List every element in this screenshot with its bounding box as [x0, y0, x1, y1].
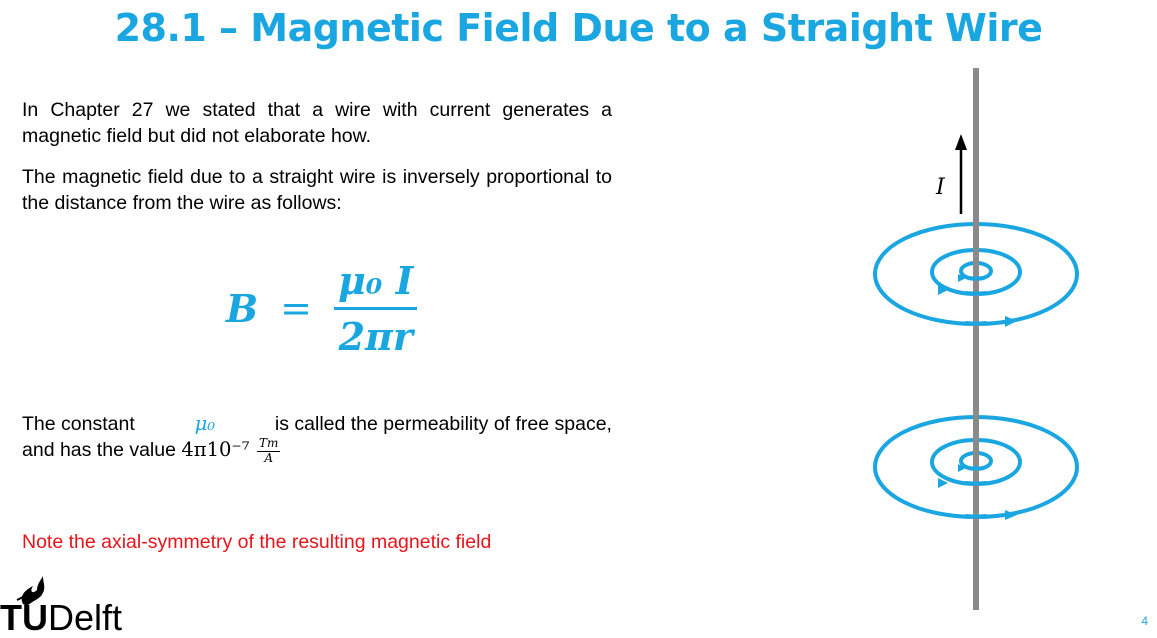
- permeability-unit: [257, 437, 280, 465]
- paragraph-field-description: The magnetic field due to a straight wire is inversely proportional to the distance from the wire as follows:: [22, 166, 612, 214]
- permeability-value: 4π10⁻⁷: [181, 438, 250, 462]
- permeability-text-1: The constant: [22, 413, 135, 435]
- formula-denominator: 2πr: [338, 313, 413, 359]
- current-label: I: [936, 175, 945, 200]
- logo-tu: TU: [0, 597, 48, 638]
- formula-magnetic-field: [226, 250, 417, 366]
- tudelft-logo: [0, 597, 123, 638]
- slide-title: 28.1 – Magnetic Field Due to a Straight Wire: [114, 6, 1043, 50]
- unit-numerator: Tm: [258, 436, 279, 450]
- permeability-text-3: and has the value: [22, 439, 176, 462]
- permeability-line-1: [22, 411, 612, 437]
- axial-symmetry-note: Note the axial-symmetry of the resulting magnetic field: [22, 531, 492, 553]
- formula-equals: =: [280, 286, 312, 330]
- formula-lhs: B: [226, 285, 259, 331]
- wire-field-figure: [860, 64, 1090, 614]
- formula-fraction: [334, 258, 417, 359]
- current-arrowhead: [955, 134, 967, 150]
- permeability-line-2: [22, 437, 612, 465]
- straight-wire: [973, 68, 979, 610]
- logo-delft: Delft: [48, 597, 123, 638]
- formula-numerator: μ₀ I: [334, 258, 417, 310]
- page-number: 4: [1141, 614, 1148, 628]
- mu-zero-symbol: μ₀: [194, 412, 216, 435]
- permeability-text-2: is called the permeability of free space,: [274, 413, 612, 435]
- paragraph-permeability: [22, 411, 612, 465]
- unit-denominator: A: [264, 451, 273, 465]
- paragraph-intro: In Chapter 27 we stated that a wire with current generates a magnetic field but did not elaborate how.: [22, 99, 612, 147]
